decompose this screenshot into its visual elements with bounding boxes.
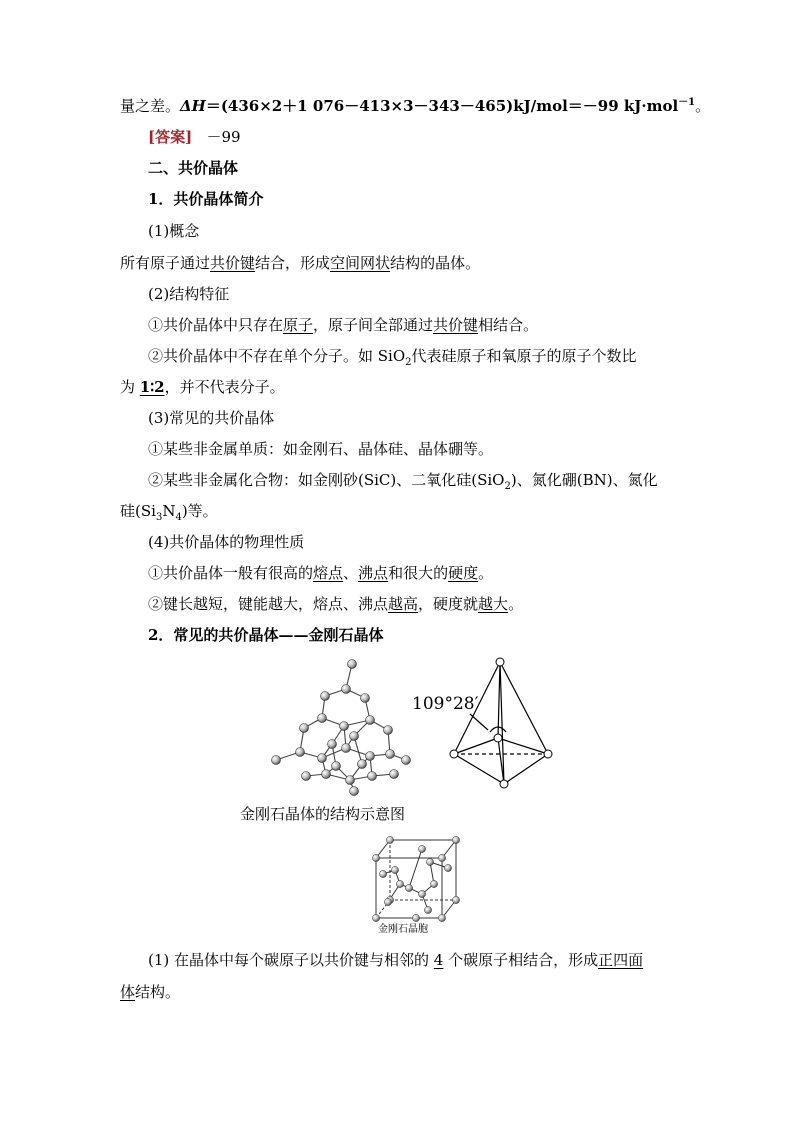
diamond-lattice-figure — [270, 656, 410, 796]
tetrahedron-figure — [448, 658, 558, 788]
unit-cell-caption: 金刚石晶胞 — [378, 924, 428, 935]
feature-1: ①共价晶体中只存在原子，原子间全部通过共价键相结合。 — [148, 316, 539, 334]
common-2: ②某些非金属化合物：如金刚砂(SiC)、二氧化硅(SiO$_2$)、氮化硼(BN)、氮化 — [148, 471, 658, 492]
point-1: (1) 在晶体中每个碳原子以共价键与相邻的 4 个碳原子相结合，形成正四面 — [148, 951, 644, 969]
answer-line — [148, 127, 708, 147]
intro-line: 量之差。ΔH＝(436×2＋1 076－413×3－343－465)kJ/mol＝－99 kJ·mol$^{-1}$。 — [120, 97, 711, 115]
unit-cell-figure — [370, 832, 460, 922]
concept-text: 所有原子通过共价键结合，形成空间网状结构的晶体。 — [120, 254, 481, 272]
prop-1: ①共价晶体一般有很高的熔点、沸点和很大的硬度。 — [148, 564, 494, 582]
figure-caption: 金刚石晶体的结构示意图 — [240, 805, 406, 823]
common-1: ①某些非金属单质：如金刚石、晶体硅、晶体硼等。 — [148, 440, 494, 458]
section-title: 二、共价晶体 — [148, 159, 239, 177]
subsection-2-title: 2．常见的共价晶体——金刚石晶体 — [148, 626, 384, 644]
props-title: (4)共价晶体的物理性质 — [148, 533, 305, 551]
angle-label: 109°28′ — [412, 694, 479, 714]
concept-title: (1)概念 — [148, 222, 200, 240]
prop-2: ②键长越短，键能越大，熔点、沸点越高，硬度就越大。 — [148, 595, 524, 613]
answer-value: －99 — [206, 128, 241, 146]
feature-2-cont: 为 1∶2，并不代表分子。 — [120, 378, 285, 396]
common-title: (3)常见的共价晶体 — [148, 409, 275, 427]
subsection-title: 1．共价晶体简介 — [148, 190, 264, 208]
features-title: (2)结构特征 — [148, 285, 230, 303]
point-1-cont: 体结构。 — [120, 983, 181, 1001]
feature-2: ②共价晶体中不存在单个分子。如 SiO$_2$代表硅原子和氧原子的原子个数比 — [148, 347, 637, 368]
answer-tag: [答案] — [148, 128, 193, 146]
common-2-cont: 硅$(Si_3N_4)$等。 — [120, 502, 218, 523]
